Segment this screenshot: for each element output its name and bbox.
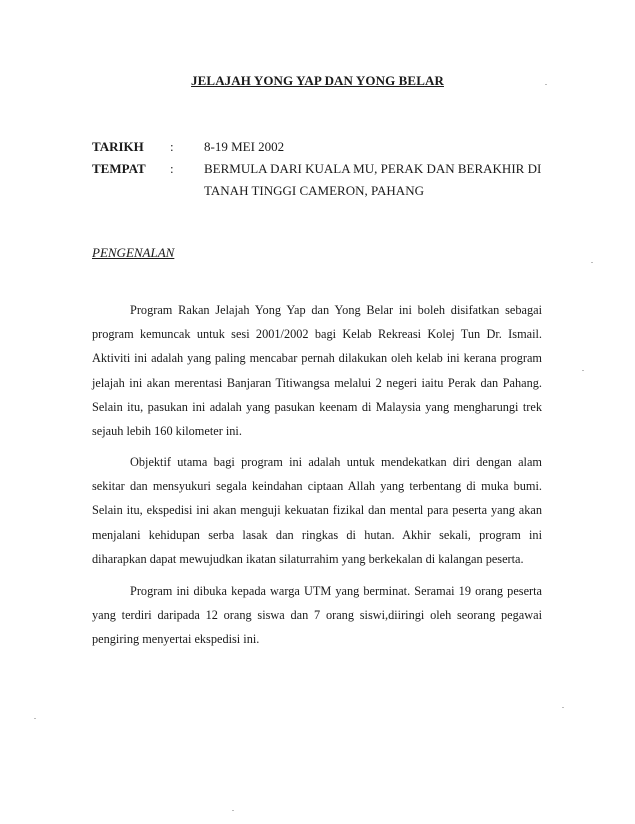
- date-value: [204, 136, 544, 158]
- paragraph-line: pengiring menyertai ekspedisi ini.: [92, 632, 260, 647]
- scan-speck: [562, 707, 564, 708]
- paragraph-line: sejauh lebih 160 kilometer ini.: [92, 424, 242, 439]
- place-value: [204, 158, 544, 202]
- place-value-line: TANAH TINGGI CAMERON, PAHANG: [204, 183, 424, 198]
- paragraph-line: yang terdiri daripada 12 orang siswa dan 7 orang siswi,diiringi oleh seorang pegawai: [92, 608, 542, 623]
- paragraph-line: sekitar dan mensyukuri segala keindahan ciptaan Allah yang terbentang di muka bumi.: [92, 479, 542, 494]
- scan-speck: [591, 262, 593, 263]
- scan-speck: [545, 84, 547, 85]
- place-colon: :: [170, 161, 174, 176]
- paragraph-line: Objektif utama bagi program ini adalah untuk mendekatkan diri dengan alam: [130, 455, 542, 469]
- paragraph-objective: [92, 450, 542, 571]
- paragraph-line: Program ini dibuka kepada warga UTM yang berminat. Seramai 19 orang peserta: [130, 584, 542, 598]
- scan-speck: [582, 370, 584, 371]
- paragraph-participants: [92, 579, 542, 652]
- paragraph-line: Aktiviti ini adalah yang paling mencabar pernah dilakukan oleh kelab ini kerana program: [92, 351, 542, 366]
- paragraph-line: jelajah ini akan merentasi Banjaran Titiwangsa melalui 2 negeri iaitu Perak dan Pahang.: [92, 375, 542, 390]
- date-colon: :: [170, 139, 174, 154]
- paragraph-line: menjalani kehidupan serba lasak dan ringkas di hutan. Akhir sekali, program ini: [92, 527, 542, 542]
- paragraph-line: Program Rakan Jelajah Yong Yap dan Yong Belar ini boleh disifatkan sebagai: [130, 303, 542, 317]
- scan-speck: [232, 810, 234, 811]
- place-value-line: BERMULA DARI KUALA MU, PERAK DAN BERAKHIR DI: [204, 161, 542, 176]
- document-title: JELAJAH YONG YAP DAN YONG BELAR: [191, 73, 444, 88]
- paragraph-line: diharapkan dapat mewujudkan ikatan silaturrahim yang berkekalan di kalangan peserta.: [92, 551, 524, 566]
- paragraph-line: program kemuncak untuk sesi 2001/2002 bagi Kelab Rekreasi Kolej Tun Dr. Ismail.: [92, 327, 542, 342]
- date-value-line: 8-19 MEI 2002: [204, 139, 285, 154]
- date-label: TARIKH: [92, 139, 144, 154]
- scan-speck: [34, 718, 36, 719]
- paragraph-intro: [92, 298, 542, 443]
- place-label: TEMPAT: [92, 161, 146, 176]
- paragraph-line: Selain itu, pasukan ini adalah yang pasukan keenam di Malaysia yang mengharungi trek: [92, 399, 542, 414]
- section-heading: PENGENALAN: [92, 245, 175, 260]
- paragraph-line: Selain itu, ekspedisi ini akan menguji kekuatan fizikal dan mental para peserta yang akan: [92, 503, 542, 518]
